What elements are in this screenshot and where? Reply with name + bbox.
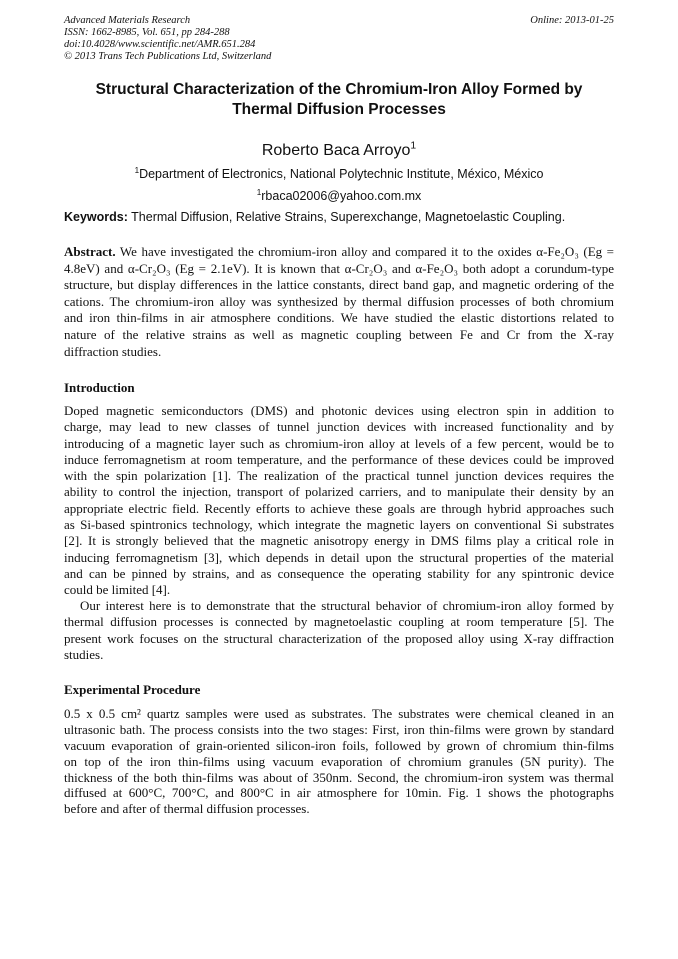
text-line <box>64 647 614 663</box>
online-date: Online: 2013-01-25 <box>530 15 614 26</box>
text-line <box>64 419 614 435</box>
text-line <box>64 484 614 500</box>
text-line <box>64 631 614 647</box>
author-sup: 1 <box>410 140 417 152</box>
line-text: diffraction studies. <box>64 343 162 359</box>
line-text: We have investigated the chromium-iron alloy and compared it to the oxides α-Fe₂O₃ (Eg = <box>115 244 614 259</box>
line-text: Our interest here is to demonstrate that the structural behavior of chromium-iron alloy formed by <box>80 598 614 613</box>
line-text: inducing ferromagnetism [3], which depends in detail upon the structural properties of the material <box>64 549 614 565</box>
paper-title <box>64 80 614 120</box>
line-text: charge, may lead to new classes of tunnel junction devices with increased functionality and by <box>64 419 614 435</box>
title-line: Thermal Diffusion Processes <box>232 101 446 118</box>
text-line <box>64 582 614 598</box>
text-line <box>64 533 614 549</box>
line-text: induce ferromagnetism at room temperature, and the performance of these devices could be improved <box>64 451 614 467</box>
line-text: cations. The chromium-iron alloy was synthesized by thermal diffusion processes of both chromium <box>64 293 614 309</box>
experimental-paragraph-1 <box>64 706 614 817</box>
affiliation <box>64 167 614 181</box>
text-line <box>64 566 614 582</box>
text-line <box>64 614 614 630</box>
issn: ISSN: 1662-8985, Vol. 651, pp 284-288 <box>64 27 230 38</box>
line-text: [2]. It is strongly believed that the magnetic anisotropy energy in DMS films play a critical role in <box>64 533 614 549</box>
text-line <box>64 327 614 344</box>
text-line <box>64 801 614 817</box>
line-text: 0.5 x 0.5 cm² quartz samples were used as substrates. The substrates were chemical cleaned in an <box>64 706 614 721</box>
line-text: present work focuses on the structural characterization of the proposed alloy using X-ray diffraction <box>64 630 614 646</box>
line-text: Doped magnetic semiconductors (DMS) and photonic devices using electron spin in addition to <box>64 403 614 418</box>
text-line <box>64 244 614 261</box>
text-line <box>64 403 614 419</box>
affiliation-sup: 1 <box>134 165 140 175</box>
line-text: ability to control the injection, transport of polarized carriers, and to manipulate their density by an <box>64 484 614 500</box>
experimental-heading: Experimental Procedure <box>64 682 201 697</box>
title-line: Structural Characterization of the Chromium-Iron Alloy Formed by <box>95 81 583 98</box>
line-text: ultrasonic bath. The process consists into the two stages: First, iron thin-films were grown by standard <box>64 721 614 737</box>
text-line <box>64 310 614 327</box>
line-text: appropriate electric field. Recently efforts to achieve these goals are through hybrid approaches such <box>64 500 614 516</box>
author <box>64 142 614 160</box>
line-text: introducing of a magnetic layer such as chromium-iron alloy at levels of a few percent, would be to <box>64 435 614 451</box>
affiliation-text: Department of Electronics, National Polytechnic Institute, México, México <box>139 167 544 181</box>
line-text: could be limited [4]. <box>64 582 171 598</box>
line-text: before and after of thermal diffusion processes. <box>64 801 310 817</box>
text-line <box>64 706 614 722</box>
email-text: rbaca02006@yahoo.com.mx <box>261 189 422 203</box>
text-line <box>64 344 614 361</box>
text-line <box>64 550 614 566</box>
line-text: with the spin polarization [1]. The realization of the practical tunnel junction devices requires the <box>64 468 614 484</box>
text-line <box>64 517 614 533</box>
text-line <box>64 436 614 452</box>
line-text: on top of the iron thin-films using vacuum evaporation of chromium granules (5N purity). The <box>64 753 614 769</box>
text-line <box>64 770 614 786</box>
introduction-heading: Introduction <box>64 380 135 395</box>
line-text: and iron thin-films in air atmosphere conditions. We have studied the elastic distortions related to <box>64 310 614 326</box>
line-text: studies. <box>64 646 104 662</box>
text-line <box>64 294 614 311</box>
text-line <box>64 722 614 738</box>
line-text: structure, but display differences in the lattice constants, direct band gap, and magnetic ordering of the <box>64 277 614 293</box>
keywords <box>64 210 565 224</box>
introduction-paragraph-2 <box>64 598 614 663</box>
abstract-label: Abstract. <box>64 244 116 259</box>
line-text: 4.8eV) and α-Cr₂O₃ (Eg = 2.1eV). It is known that α-Cr₂O₃ and α-Fe₂O₃ both adopt a corundum-type <box>64 260 614 276</box>
line-text: and can be pinned by strains, and as consequence the operating stability for any spintronic device <box>64 565 614 581</box>
line-text: as Si-based spintronics technology, which integrate the magnetic layers on conventional Si substrates <box>64 517 614 533</box>
line-text: vacuum evaporation of grain-oriented silicon-iron foils, followed by grown of chromium thin-films <box>64 737 614 753</box>
line-text: thickness of the both thin-films was about of 350nm. Second, the chromium-iron system was thermal <box>64 769 614 785</box>
line-text: thermal diffusion processes is connected by magnetoelastic coupling at room temperature [5]. The <box>64 614 614 630</box>
introduction-paragraph-1 <box>64 403 614 599</box>
abstract <box>64 244 614 360</box>
email-sup: 1 <box>256 187 262 197</box>
keywords-text: Thermal Diffusion, Relative Strains, Superexchange, Magnetoelastic Coupling. <box>127 210 566 224</box>
journal-name: Advanced Materials Research <box>64 15 191 26</box>
text-line <box>64 785 614 801</box>
text-line <box>64 501 614 517</box>
text-line <box>64 738 614 754</box>
line-text: nature of the relative strains as well as magnetic coupling between Fe and Cr from the X-ray <box>64 326 614 342</box>
copyright: © 2013 Trans Tech Publications Ltd, Switzerland <box>64 51 272 62</box>
keywords-label: Keywords: <box>64 210 128 224</box>
text-line <box>64 277 614 294</box>
text-line <box>64 598 614 614</box>
text-line <box>64 452 614 468</box>
line-text: diffused at 600°C, 700°C, and 800°C in air atmosphere for 10min. Fig. 1 shows the photographs <box>64 785 614 801</box>
text-line <box>64 468 614 484</box>
text-line <box>64 261 614 278</box>
doi: doi:10.4028/www.scientific.net/AMR.651.284 <box>64 39 256 50</box>
author-name: Roberto Baca Arroyo <box>261 142 411 159</box>
email <box>64 189 614 203</box>
text-line <box>64 754 614 770</box>
